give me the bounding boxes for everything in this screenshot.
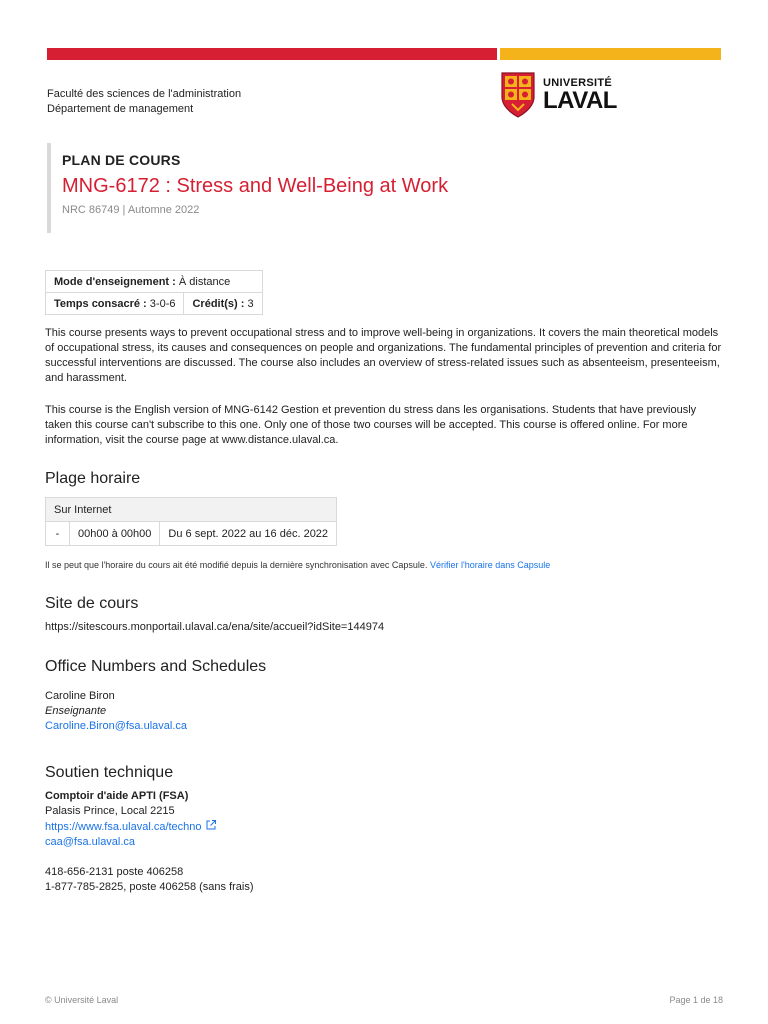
- support-website-link[interactable]: https://www.fsa.ulaval.ca/techno: [45, 821, 202, 833]
- capsule-schedule-link[interactable]: Vérifier l'horaire dans Capsule: [429, 560, 551, 570]
- course-header: [47, 143, 727, 233]
- support-block: [45, 789, 254, 895]
- schedule-table: [45, 497, 337, 546]
- support-address: Palasis Prince, Local 2215: [45, 805, 175, 817]
- support-email-link[interactable]: caa@fsa.ulaval.ca: [45, 836, 136, 848]
- credit-cell: [184, 293, 262, 315]
- header-red-bar: [47, 48, 497, 60]
- mode-cell: [46, 271, 263, 293]
- description-paragraph-2: This course is the English version of MNG-6142 Gestion et prevention du stress dans les organisations. Students that have previously taken this course can't subscribe to this one. Only one of those two courses will be accepted. This course is offered online. For more information, visit the course page at www.distance.ulaval.ca.: [45, 404, 697, 446]
- schedule-note: [45, 560, 550, 570]
- credit-label: Crédit(s) :: [192, 297, 245, 310]
- crest-icon: [500, 71, 536, 119]
- footer-copyright: © Université Laval: [45, 995, 119, 1005]
- course-title: MNG-6172 : Stress and Well-Being at Work: [62, 175, 449, 197]
- time-value: 3-0-6: [149, 297, 176, 310]
- support-phone-1: 418-656-2131 poste 406258: [45, 866, 184, 878]
- logo-laval-text: LAVAL: [543, 87, 617, 114]
- schedule-dates: Du 6 sept. 2022 au 16 déc. 2022: [160, 522, 337, 546]
- schedule-group: Sur Internet: [46, 498, 337, 522]
- logo-universite-text: UNIVERSITÉ: [543, 77, 613, 89]
- universite-laval-logo: [500, 71, 617, 119]
- credit-value: 3: [247, 297, 254, 310]
- mode-value: À distance: [178, 275, 231, 288]
- time-label: Temps consacré :: [54, 297, 147, 310]
- course-meta: NRC 86749 | Automne 2022: [62, 204, 200, 216]
- course-site-link[interactable]: https://sitescours.monportail.ulaval.ca/ena/site/accueil?idSite=144974: [45, 621, 385, 633]
- support-phone-2: 1-877-785-2825, poste 406258 (sans frais): [45, 881, 254, 893]
- schedule-note-text: Il se peut que l'horaire du cours ait été modifié depuis la dernière synchronisation avec Capsule.: [45, 560, 428, 570]
- course-info-table: [45, 270, 263, 315]
- schedule-heading: Plage horaire: [45, 470, 141, 487]
- support-heading: Soutien technique: [45, 764, 174, 781]
- description-paragraph-1: This course presents ways to prevent occupational stress and to improve well-being in organizations. It covers the main theoretical models of occupational stress, its causes and consequences on people and organizations. The fundamental principles of prevention and criteria for successful interventions are discussed. The course also includes an overview of stress-related issues such as absenteeism, presenteeism, and harassment.: [45, 327, 722, 384]
- mode-label: Mode d'enseignement :: [54, 275, 176, 288]
- external-link-icon[interactable]: [205, 819, 217, 831]
- support-org: Comptoir d'aide APTI (FSA): [45, 790, 189, 802]
- instructor-role: Enseignante: [45, 705, 107, 717]
- instructor-email-link[interactable]: Caroline.Biron@fsa.ulaval.ca: [45, 720, 188, 732]
- schedule-hours: 00h00 à 00h00: [70, 522, 160, 546]
- office-heading: Office Numbers and Schedules: [45, 658, 267, 675]
- plan-label: PLAN DE COURS: [62, 152, 181, 168]
- header-gold-bar: [500, 48, 721, 60]
- time-cell: [46, 293, 184, 315]
- schedule-day: -: [46, 522, 70, 546]
- instructor-block: [45, 689, 187, 734]
- faculty-name: Faculté des sciences de l'administration: [47, 88, 242, 100]
- faculty-block: [47, 87, 241, 117]
- site-heading: Site de cours: [45, 595, 139, 612]
- department-name: Département de management: [47, 103, 194, 115]
- instructor-name: Caroline Biron: [45, 690, 115, 702]
- footer-page-number: Page 1 de 18: [669, 995, 723, 1005]
